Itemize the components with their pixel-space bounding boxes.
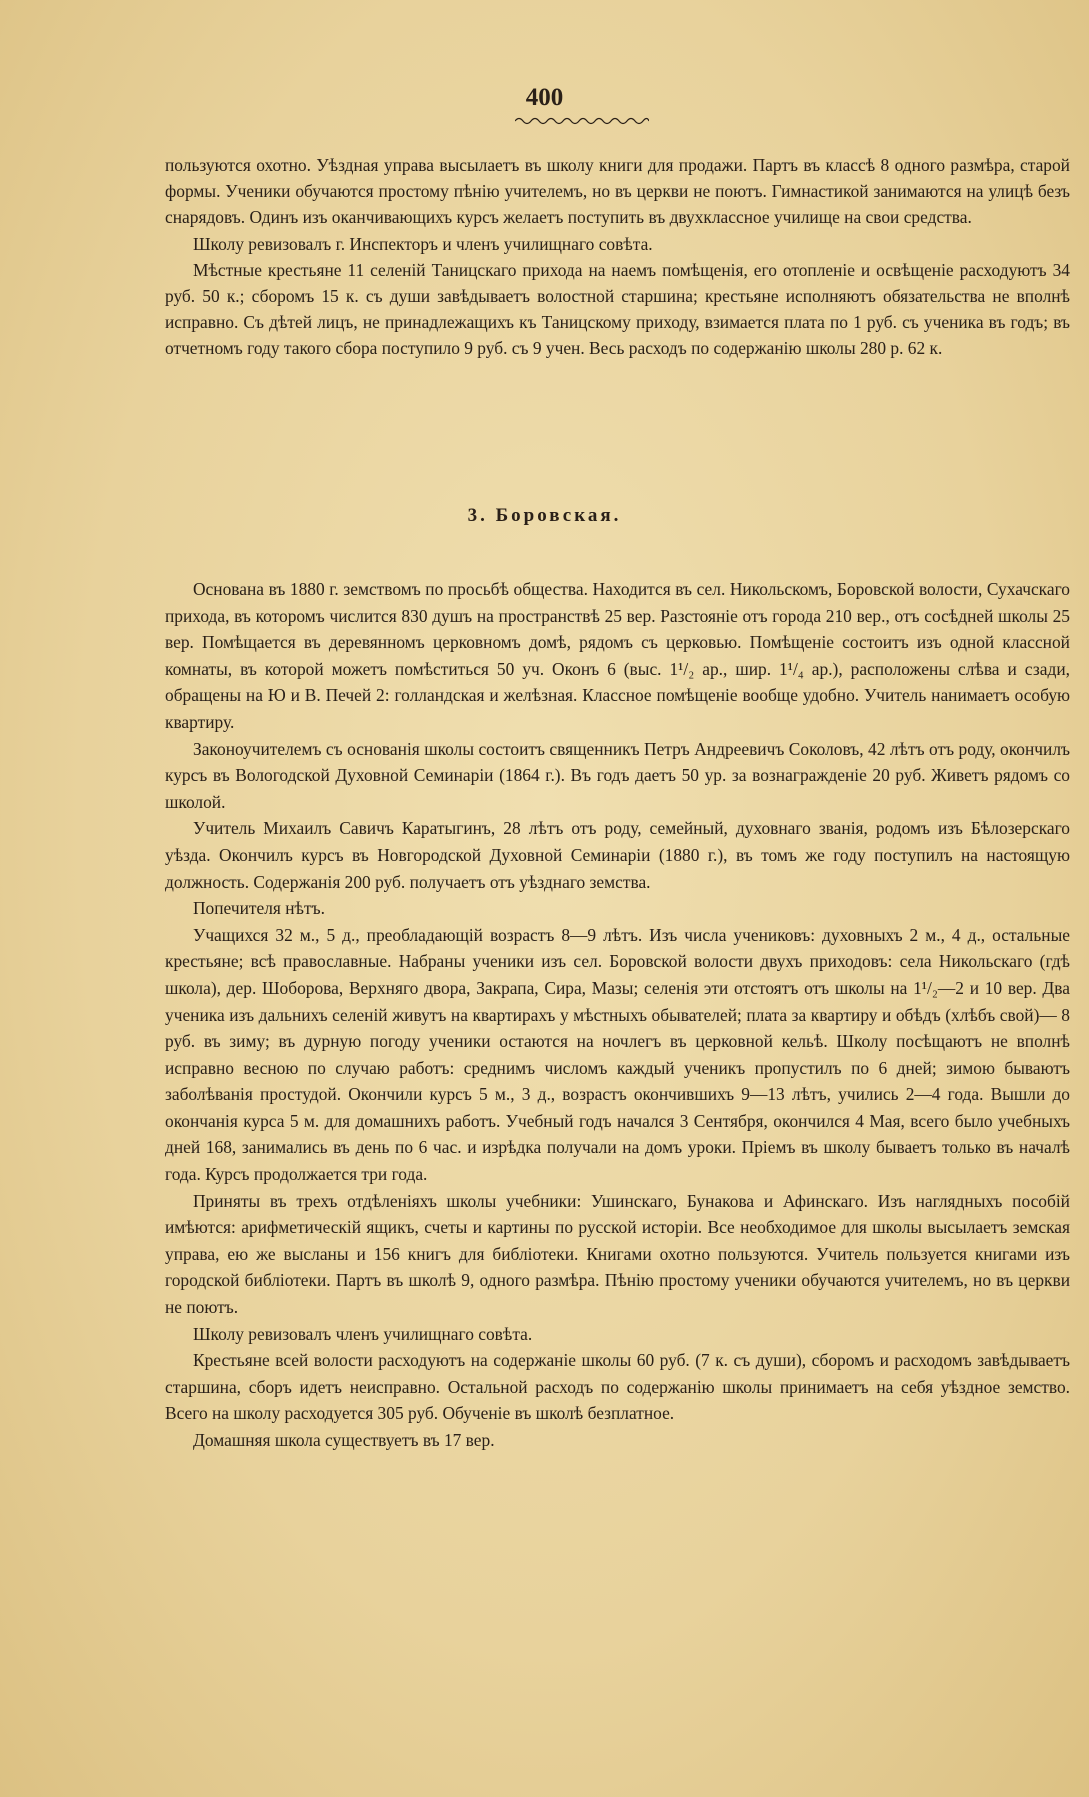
section-heading: 3. Боровская.	[467, 505, 622, 526]
paragraph: пользуются охотно. Уѣздная управа высылаетъ въ школу книги для продажи. Партъ въ классѣ 8 одного размѣра, старой формы. Ученики обучаются простому пѣнію учителемъ, но въ церкви не поютъ. Гимнастикой занимаются на улицѣ безъ снарядовъ. Одинъ изъ оканчивающихъ курсъ желаетъ поступить въ двухклассное училище на свои средства.	[165, 155, 1070, 228]
paragraph: Учитель Михаилъ Савичъ Каратыгинъ, 28 лѣтъ отъ роду, семейный, духовнаго званія, родомъ изъ Бѣлозерскаго уѣзда. Окончилъ курсъ въ Новгородской Духовной Семинаріи (1880 г.), въ томъ же году поступилъ на настоящую должность. Содержанія 200 руб. получаетъ отъ уѣзднаго земства.	[165, 818, 1070, 892]
section-continued-text	[165, 152, 1070, 362]
paragraph: Мѣстные крестьяне 11 селеній Таницскаго прихода на наемъ помѣщенія, его отопленіе и освѣщеніе расходуютъ 34 руб. 50 к.; сборомъ 15 к. съ души завѣдываетъ волостной старшина; крестьяне исполняютъ обязательства не вполнѣ исправно. Съ дѣтей лицъ, не принадлежащихъ къ Таницскому приходу, взимается плата по 1 руб. съ ученика въ годъ; въ отчетномъ году такого сбора поступило 9 руб. съ 9 учен. Весь расходъ по содержанію школы 280 р. 62 к.	[165, 259, 1070, 359]
wave-ornament	[515, 115, 649, 127]
paragraph: Домашняя школа существуетъ въ 17 вер.	[193, 1430, 495, 1450]
paragraph: Приняты въ трехъ отдѣленіяхъ школы учебники: Ушинскаго, Бунакова и Афинскаго. Изъ наглядныхъ пособій имѣются: арифметическій ящикъ, счеты и картины по русской исторіи. Все необходимое для школы высылаетъ земская управа, ею же высланы и 156 книгъ для библіотеки. Книгами охотно пользуются. Учитель пользуется книгами изъ городской библіотеки. Партъ въ школѣ 9, одного размѣра. Пѣнію простому ученики обучаются учителемъ, но въ церкви не поютъ.	[165, 1190, 1070, 1318]
paragraph: Попечителя нѣтъ.	[193, 898, 325, 919]
paragraph: Крестьяне всей волости расходуютъ на содержаніе школы 60 руб. (7 к. съ души), сборомъ и расходомъ завѣдываетъ старшина, сборъ идетъ неисправно. Остальной расходъ по содержанію школы принимаетъ на себя уѣздное земство. Всего на школу расходуется 305 руб. Обученіе въ школѣ безплатное.	[165, 1350, 1070, 1424]
section-borovskaya-text	[165, 576, 1070, 1454]
page-number: 400	[525, 84, 564, 111]
paragraph: Законоучителемъ съ основанія школы состоитъ священникъ Петръ Андреевичъ Соколовъ, 42 лѣтъ отъ роду, окончилъ курсъ въ Вологодской Духовной Семинаріи (1864 г.). Въ годъ даетъ 50 ур. за вознагражденіе 20 руб. Живетъ рядомъ со школой.	[165, 738, 1070, 812]
paragraph: Основана въ 1880 г. земствомъ по просьбѣ общества. Находится въ сел. Никольскомъ, Боровской волости, Сухачскаго прихода, въ которомъ числится 830 душъ на пространствѣ 25 вер. Разстояніе отъ города 210 вер., отъ сосѣдней школы 25 вер. Помѣщается въ деревянномъ церковномъ домѣ, рядомъ съ церковью. Помѣщеніе состоитъ изъ одной классной комнаты, въ которой можетъ помѣститься 50 уч. Оконъ 6 (выс. 1¹/₂ ар., шир. 1¹/₄ ар.), расположены слѣва и сзади, обращены на Ю и В. Печей 2: голландская и желѣзная. Классное помѣщеніе вообще удобно. Учитель нанимаетъ особую квартиру.	[165, 579, 1070, 732]
paragraph: Школу ревизовалъ г. Инспекторъ и членъ училищнаго совѣта.	[193, 233, 653, 254]
paragraph: Учащихся 32 м., 5 д., преобладающій возрастъ 8—9 лѣтъ. Изъ числа учениковъ: духовныхъ 2 м., 4 д., остальные крестьяне; всѣ православные. Набраны ученики изъ сел. Боровской волости двухъ приходовъ: села Никольскаго (гдѣ школа), дер. Шоборова, Верхняго двора, Закрапа, Сира, Мазы; селенія эти отстоятъ отъ школы на 1¹/₂—2 и 10 вер. Два ученика изъ дальнихъ селеній живутъ на квартирахъ у мѣстныхъ обывателей; плата за квартиру и обѣдъ (хлѣбъ свой)— 8 руб. въ зиму; въ дурную погоду ученики остаются на ночлегъ въ церковной кельѣ. Школу посѣщаютъ не вполнѣ исправно весною по случаю работъ: среднимъ числомъ каждый ученикъ пропустилъ по 6 дней; зимою бываютъ заболѣванія простудой. Окончили курсъ 5 м., 3 д., возрастъ окончившихъ 9—13 лѣтъ, учились 2—4 года. Вышли до окончанія курса 5 м. для домашнихъ работъ. Учебный годъ начался 3 Сентября, окончился 4 Мая, всего было учебныхъ дней 168, занимались въ день по 6 час. и изрѣдка получали на домъ уроки. Пріемъ въ школу бываетъ только въ началѣ года. Курсъ продолжается три года.	[165, 924, 1070, 1185]
paragraph: Школу ревизовалъ членъ училищнаго совѣта.	[193, 1323, 533, 1344]
